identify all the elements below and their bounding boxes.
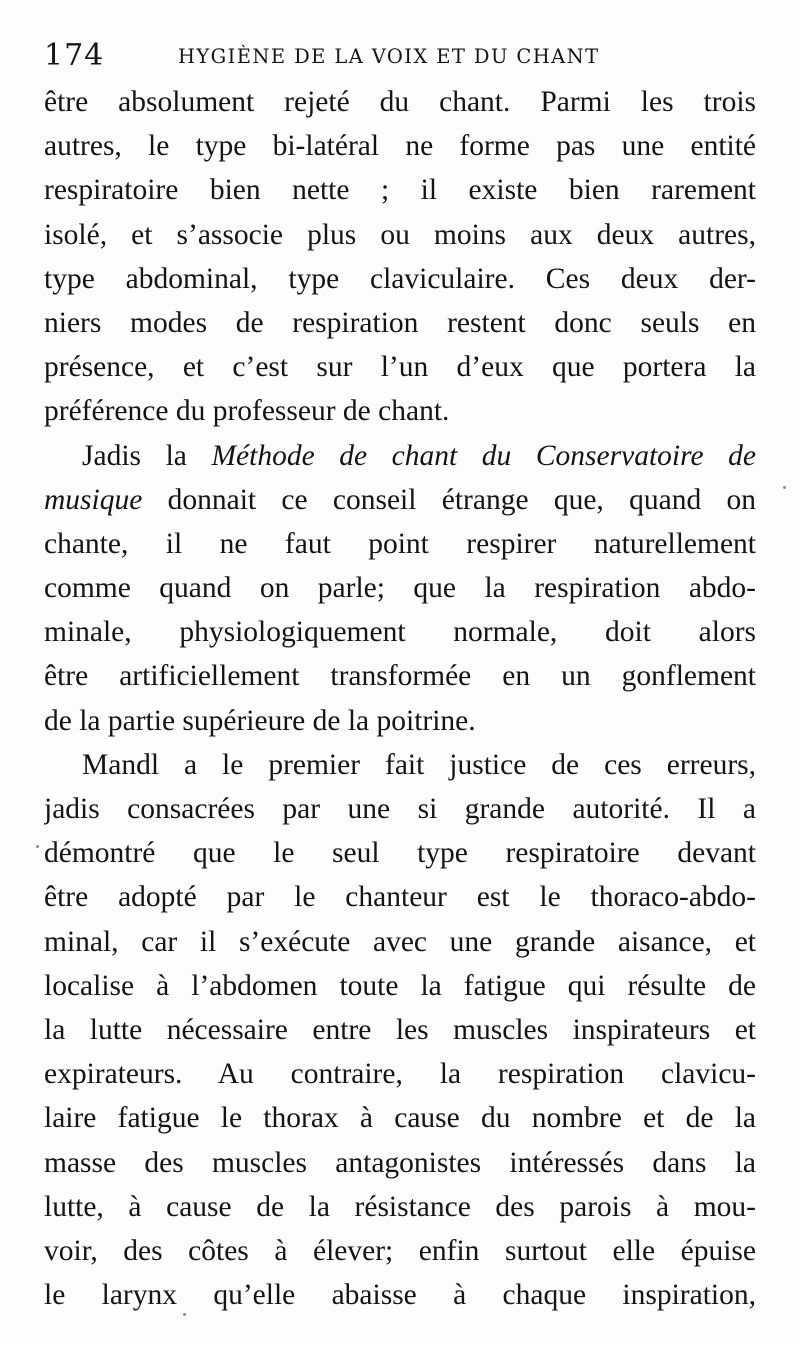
text-line: niers modes de respiration restent donc seuls en	[44, 306, 756, 339]
text-line: lutte, à cause de la résistance des parois à mou-	[44, 1190, 756, 1223]
text-line: minale, physiologiquement normale, doit alors	[44, 616, 756, 649]
text-line	[44, 478, 756, 522]
text-line: laire fatigue le thorax à cause du nombre et de la	[44, 1102, 756, 1135]
text-line: démontré que le seul type respiratoire devant	[44, 837, 756, 870]
text-line: comme quand on parle; que la respiration abdo-	[44, 572, 756, 605]
text-line: jadis consacrées par une si grande autorité. Il a	[44, 793, 756, 825]
text-line: localise à l’abdomen toute la fatigue qui résulte de	[44, 969, 756, 1002]
text-line: type abdominal, type claviculaire. Ces deux der-	[44, 262, 756, 295]
paper-speck	[36, 845, 39, 848]
text-line: voir, des côtes à élever; enfin surtout elle épuise	[44, 1234, 756, 1267]
paper-speck	[783, 486, 786, 489]
text-line: la lutte nécessaire entre les muscles inspirateurs et	[44, 1013, 756, 1046]
text-line: autres, le type bi-latéral ne forme pas une entité	[44, 130, 756, 163]
text-line: minal, car il s’exécute avec une grande aisance, et	[44, 925, 756, 958]
text-line: masse des muscles antagonistes intéressés dans la	[44, 1146, 756, 1179]
text-line: le larynx qu’elle abaisse à chaque inspiration,	[44, 1279, 756, 1312]
running-head	[44, 38, 764, 74]
text-line: préférence du professeur de chant.	[44, 395, 450, 428]
italic-book-title: Méthode de chant du Conservatoire de	[211, 439, 756, 472]
italic-book-title: musique	[44, 483, 143, 516]
text-line: isolé, et s’associe plus ou moins aux deux autres,	[44, 218, 756, 251]
text-line: être artificiellement transformée en un gonflement	[44, 660, 756, 693]
paper-speck	[183, 1313, 186, 1316]
text-line: être absolument rejeté du chant. Parmi les trois	[44, 86, 756, 118]
text-line	[44, 434, 756, 478]
text-line: Mandl a le premier fait justice de ces erreurs,	[82, 748, 756, 781]
text-line: être adopté par le chanteur est le thoraco-abdo-	[44, 881, 756, 914]
body-text	[44, 80, 756, 1317]
line-roman-segment: donnait ce conseil étrange que, quand on	[142, 483, 756, 516]
text-line: respiratoire bien nette ; il existe bien rarement	[44, 174, 756, 207]
text-line: présence, et c’est sur l’un d’eux que portera la	[44, 351, 756, 384]
line-roman-segment: Jadis la	[82, 439, 212, 472]
page-number: 174	[44, 38, 105, 73]
text-line: chante, il ne faut point respirer naturellement	[44, 527, 756, 560]
text-line: expirateurs. Au contraire, la respiration clavicu-	[44, 1058, 756, 1091]
text-line: de la partie supérieure de la poitrine.	[44, 704, 476, 737]
running-title: HYGIÈNE DE LA VOIX ET DU CHANT	[178, 45, 600, 68]
